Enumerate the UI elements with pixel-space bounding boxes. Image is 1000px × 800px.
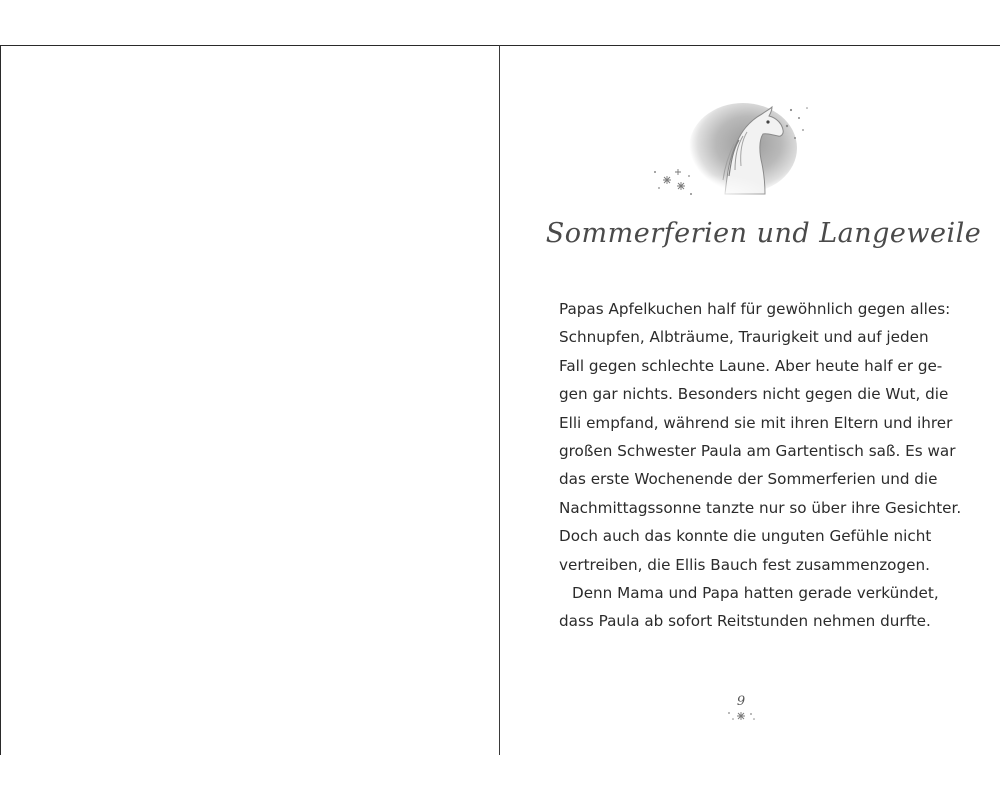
text-line: gen gar nichts. Besonders nicht gegen die Wut, die: [559, 385, 949, 404]
text-line: Fall gegen schlechte Laune. Aber heute half er ge-: [559, 356, 943, 375]
text-line: Doch auch das konnte die unguten Gefühle nicht: [559, 527, 932, 546]
text-line: vertreiben, die Ellis Bauch fest zusammenzogen.: [559, 555, 930, 574]
horse-head-vignette-icon: [641, 96, 821, 216]
text-line: Denn Mama und Papa hatten gerade verkündet,: [572, 584, 939, 603]
text-line: Schnupfen, Albträume, Traurigkeit und auf jeden: [559, 328, 929, 347]
text-line: Nachmittagssonne tanzte nur so über ihre Gesichter.: [559, 498, 962, 517]
right-page: [501, 46, 1000, 755]
text-line: das erste Wochenende der Sommerferien und die: [559, 470, 938, 489]
book-gutter: [499, 45, 500, 755]
page-number-area: [711, 694, 771, 724]
sparkle-ornament-icon: [721, 704, 761, 724]
chapter-title: Sommerferien und Langeweile: [545, 218, 982, 249]
text-line: Elli empfand, während sie mit ihren Eltern und ihrer: [559, 413, 953, 432]
left-page: [1, 46, 498, 755]
chapter-body-text: [559, 295, 962, 636]
text-line: Papas Apfelkuchen half für gewöhnlich gegen alles:: [559, 300, 951, 318]
text-line: dass Paula ab sofort Reitstunden nehmen durfte.: [559, 612, 931, 631]
text-line: großen Schwester Paula am Gartentisch saß. Es war: [559, 442, 956, 461]
page-number: 9: [736, 694, 746, 709]
